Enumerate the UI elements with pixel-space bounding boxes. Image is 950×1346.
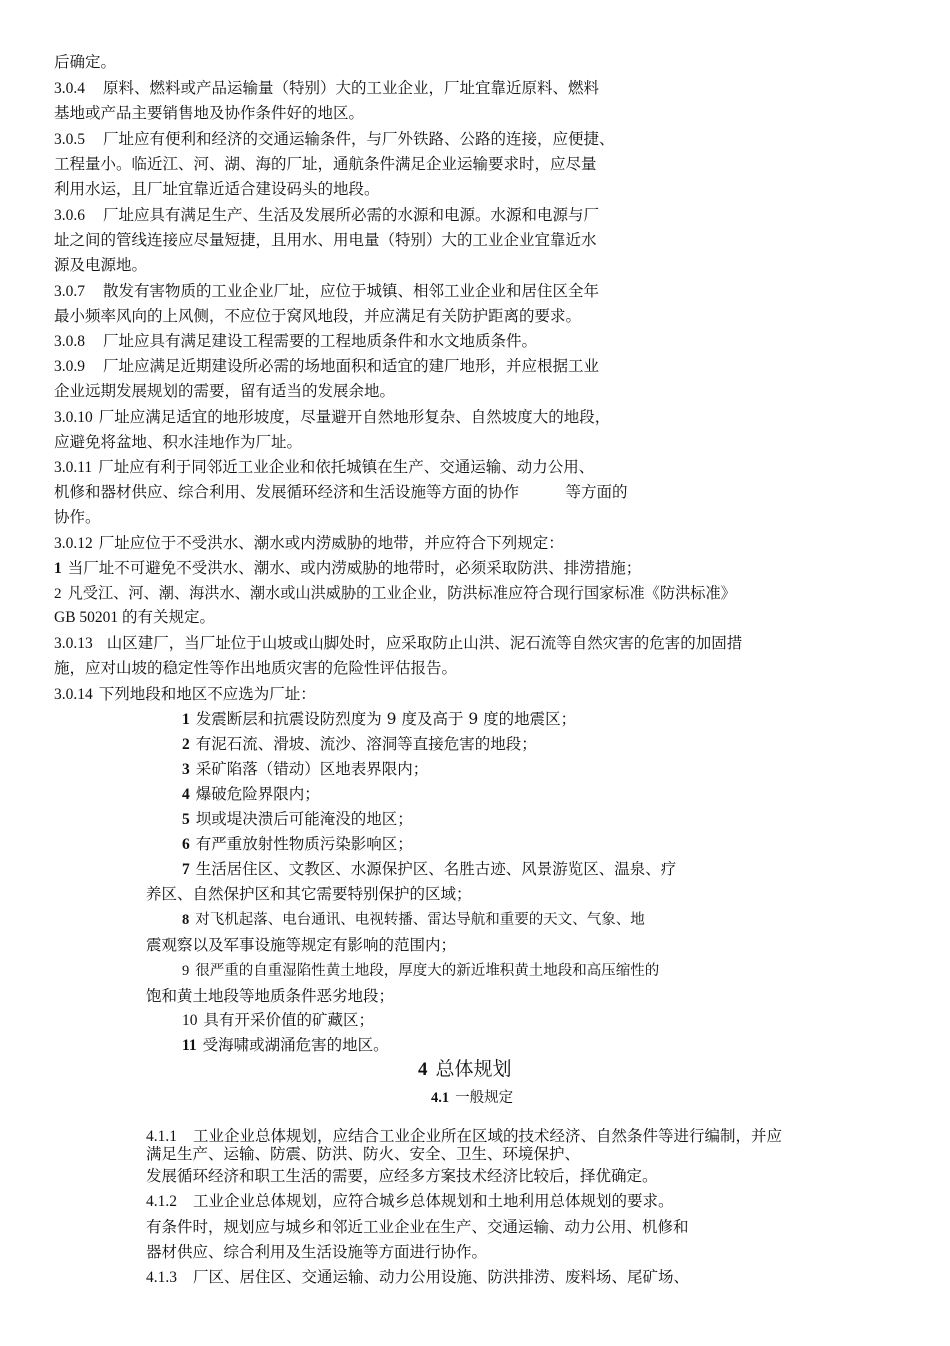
clause-4-1-3: 4.1.3 厂区、居住区、交通运输、动力公用设施、防洪排涝、废料场、尾矿场、 [146,1268,690,1286]
text-line: 机修和器材供应、综合利用、发展循环经济和生活设施等方面的协作 等方面的 [54,483,628,501]
text-line: 器材供应、综合利用及生活设施等方面进行协作。 [146,1243,488,1261]
text-line: 后确定。 [54,53,117,71]
list-item: 6 有严重放射性物质污染影响区； [182,835,413,853]
text-line: 企业远期发展规划的需要，留有适当的发展余地。 [54,382,396,400]
list-item: 5 坝或堤决溃后可能淹没的地区； [182,810,413,828]
text-line: GB 50201 的有关规定。 [54,609,216,626]
list-item: 1 当厂址不可避免不受洪水、潮水、或内涝威胁的地带时，必须采取防洪、排涝措施； [54,559,642,577]
text-line: 有条件时，规划应与城乡和邻近工业企业在生产、交通运输、动力公用、机修和 [146,1218,689,1236]
clause-4-1-2: 4.1.2 工业企业总体规划，应符合城乡总体规划和土地利用总体规划的要求。 [146,1192,674,1210]
list-item: 11 受海啸或湖涌危害的地区。 [182,1036,389,1054]
text-line: 基地或产品主要销售地及协作条件好的地区。 [54,104,365,122]
subsection-heading: 4.1 一般规定 [431,1090,514,1106]
text-line: 利用水运，且厂址宜靠近适合建设码头的地段。 [54,180,380,198]
clause-3-0-9: 3.0.9 厂址应满足近期建设所必需的场地面积和适宜的建厂地形，并应根据工业 [54,357,600,375]
clause-3-0-11: 3.0.11 厂址应有利于同邻近工业企业和依托城镇在生产、交通运输、动力公用、 [54,458,595,476]
clause-3-0-10: 3.0.10 厂址应满足适宜的地形坡度，尽量避开自然地形复杂、自然坡度大的地段， [54,408,611,426]
text-line: 饱和黄土地段等地质条件恶劣地段； [146,987,395,1005]
list-item: 4 爆破危险界限内； [182,785,320,803]
list-item: 7 生活居住区、文教区、水源保护区、名胜古迹、风景游览区、温泉、疗 [182,860,677,878]
clause-3-0-12: 3.0.12 厂址应位于不受洪水、潮水或内涝威胁的地带，并应符合下列规定： [54,534,564,552]
clause-3-0-7: 3.0.7 散发有害物质的工业企业厂址，应位于城镇、相邻工业企业和居住区全年 [54,282,600,300]
clause-3-0-4: 3.0.4 原料、燃料或产品运输量（特别）大的工业企业，厂址宜靠近原料、燃料 [54,79,600,97]
section-heading: 4 总体规划 [418,1058,512,1080]
clause-3-0-6: 3.0.6 厂址应具有满足生产、生活及发展所必需的水源和电源。水源和电源与厂 [54,206,600,224]
text-line: 工程量小。临近江、河、湖、海的厂址，通航条件满足企业运输要求时，应尽量 [54,155,597,173]
clause-3-0-13: 3.0.13 山区建厂，当厂址位于山坡或山脚处时，应采取防止山洪、泥石流等自然灾害的危害的加固措 [54,634,743,652]
text-line: 震观察以及军事设施等规定有影响的范围内； [146,936,457,954]
text-line: 养区、自然保护区和其它需要特别保护的区域； [146,885,472,903]
list-item: 10 具有开采价值的矿藏区； [182,1011,375,1029]
text-line: 施，应对山坡的稳定性等作出地质灾害的危险性评估报告。 [54,659,458,677]
list-item: 2 有泥石流、滑坡、流沙、溶洞等直接危害的地段； [182,735,537,753]
list-item: 9 很严重的自重湿陷性黄土地段，厚度大的新近堆积黄土地段和高压缩性的 [182,963,660,979]
clause-3-0-5: 3.0.5 厂址应有便利和经济的交通运输条件，与厂外铁路、公路的连接，应便捷、 [54,130,615,148]
list-item: 2 凡受江、河、潮、海洪水、潮水或山洪威胁的工业企业，防洪标准应符合现行国家标准《防洪标准》 [54,584,736,602]
list-item: 1 发震断层和抗震设防烈度为 9 度及高于 9 度的地震区； [182,710,577,728]
text-line: 发展循环经济和职工生活的需要，应经多方案技术经济比较后，择优确定。 [146,1167,658,1185]
text-line: 源及电源地。 [54,256,148,274]
list-item: 3 采矿陷落（错动）区地表界限内； [182,760,429,778]
text-line: 址之间的管线连接应尽量短捷，且用水、用电量（特别）大的工业企业宜靠近水 [54,231,597,249]
list-item: 8 对飞机起落、电台通讯、电视转播、雷达导航和重要的天文、气象、地 [182,912,645,928]
text-line: 应避免将盆地、积水洼地作为厂址。 [54,433,303,451]
text-line: 最小频率风向的上风侧，不应位于窝风地段，并应满足有关防护距离的要求。 [54,307,582,325]
clause-4-1-1: 4.1.1 工业企业总体规划，应结合工业企业所在区域的技术经济、自然条件等进行编制，并应 [146,1127,783,1145]
text-line: 协作。 [54,508,101,526]
clause-3-0-8: 3.0.8 厂址应具有满足建设工程需要的工程地质条件和水文地质条件。 [54,332,538,350]
text-line: 满足生产、运输、防震、防洪、防火、安全、卫生、环境保护、 [146,1145,581,1163]
clause-3-0-14: 3.0.14 下列地段和地区不应选为厂址： [54,685,316,703]
